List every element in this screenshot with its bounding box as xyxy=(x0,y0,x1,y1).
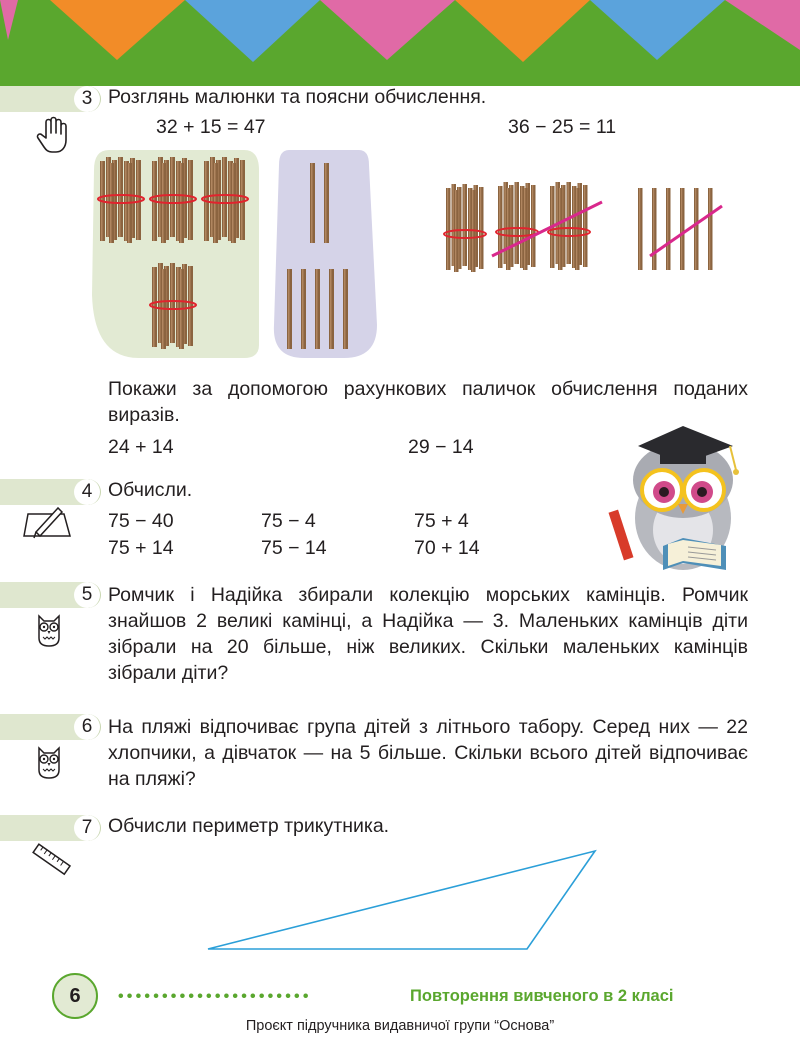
sticks-illustration-addition xyxy=(84,145,394,363)
expression-subtraction: 36 − 25 = 11 xyxy=(508,116,617,138)
task-4-number: 4 xyxy=(74,479,101,505)
task-3-subtext: Покажи за допомогою рахункових паличок обчислення поданих виразів. xyxy=(108,378,748,426)
top-banner xyxy=(0,0,800,86)
task-5-number: 5 xyxy=(74,582,101,608)
hand-pointer-icon xyxy=(34,116,68,154)
task-6-number: 6 xyxy=(74,714,101,740)
pencil-notebook-icon xyxy=(22,504,72,540)
sticks-illustration-subtraction xyxy=(440,176,730,276)
owl-icon xyxy=(34,744,64,780)
sub-expression-1: 24 + 14 xyxy=(108,436,174,458)
task-4-r2c3: 70 + 14 xyxy=(414,537,480,559)
task-5-text: Ромчик і Надійка збирали колекцію морських камінців. Ромчик знайшов 2 великі камінці, а Надійка — 3. Маленьких камінців діти зібрали на 20 більше, ніж великих. Скільки маленьких камінців зібрали діти? xyxy=(108,584,748,684)
page-number: 6 xyxy=(69,985,81,1007)
sub-expression-2: 29 − 14 xyxy=(408,436,474,458)
expression-addition: 32 + 15 = 47 xyxy=(156,116,266,138)
task-3-text: Розглянь малюнки та поясни обчислення. xyxy=(108,86,487,108)
owl-teacher-illustration xyxy=(608,418,758,578)
task-7-text: Обчисли периметр трикутника. xyxy=(108,815,390,837)
task-4-r1c2: 75 − 4 xyxy=(261,510,316,532)
task-4-r2c1: 75 + 14 xyxy=(108,537,174,559)
task-4-r1c3: 75 + 4 xyxy=(414,510,469,532)
task-4-r1c1: 75 − 40 xyxy=(108,510,174,532)
section-title: Повторення вивченого в 2 класі xyxy=(410,987,674,1005)
task-4-text: Обчисли. xyxy=(108,479,193,501)
task-3-number: 3 xyxy=(74,86,101,112)
project-note: Проєкт підручника видавничої групи “Основа” xyxy=(245,1018,555,1034)
page-number-badge xyxy=(52,973,98,1019)
footer-dots: •••••••••••••••••••••• xyxy=(118,988,312,1005)
triangle-figure xyxy=(200,845,610,955)
ruler-icon xyxy=(30,842,72,878)
task-7-number: 7 xyxy=(74,815,101,841)
owl-icon xyxy=(34,612,64,648)
task-4-r2c2: 75 − 14 xyxy=(261,537,327,559)
task-6-text: На пляжі відпочиває група дітей з літнього табору. Серед них — 22 хлопчики, а дівчаток — на 5 більше. Скільки всього дітей відпочиває на пляжі? xyxy=(108,716,748,790)
